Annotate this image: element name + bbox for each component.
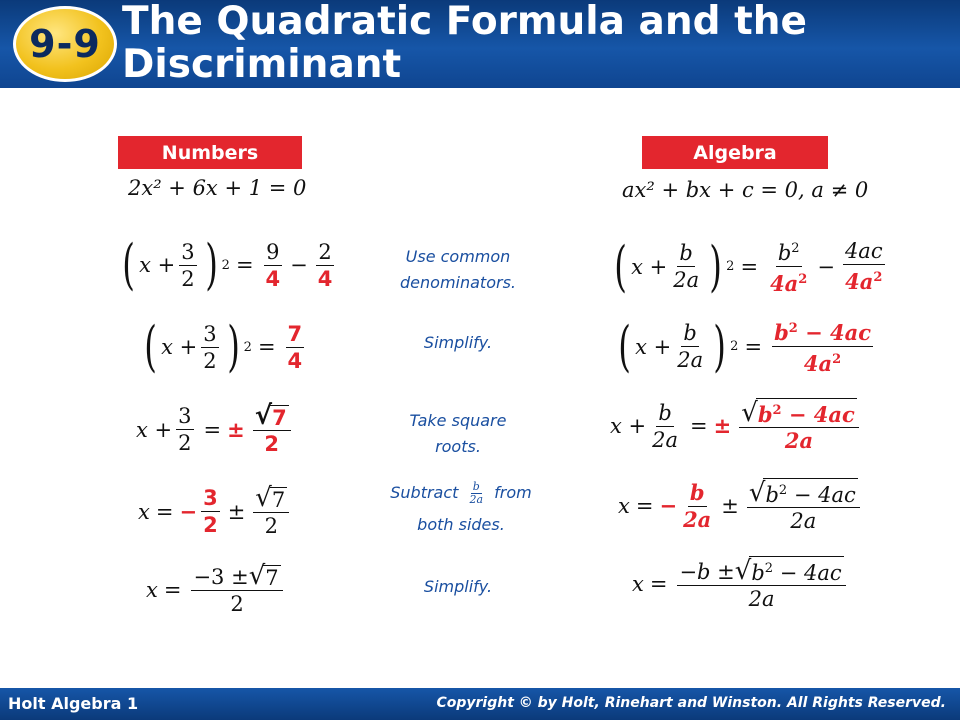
step-1-line-2: denominators. — [400, 273, 516, 292]
step-4-fraction — [470, 481, 484, 506]
step-5-label: Simplify. — [423, 577, 493, 596]
page-title — [122, 0, 952, 86]
footer-book-title: Holt Algebra 1 — [8, 694, 139, 713]
numbers-step-5: x = −3 ± √ 7 2 — [146, 562, 287, 617]
algebra-step-3: x + $\frac{b}{2a}$ = ± √ $b^2 - 4ac$ 2a — [610, 398, 863, 454]
step-3-line-1: Take square — [409, 411, 507, 430]
step-4-label — [366, 480, 556, 538]
step-4-pre: Subtract — [390, 483, 459, 502]
algebra-step-4: x = − $\frac{b}{2a}$ ± √ $b^2 - 4ac$ 2a — [618, 478, 864, 534]
step-1-line-1: Use common — [405, 247, 511, 266]
numbers-given-equation: 2x² + 6x + 1 = 0 — [128, 176, 307, 200]
algebra-header: Algebra — [642, 136, 828, 169]
algebra-step-5: x = −b ± √ $b^2 - 4ac$ 2a — [632, 556, 850, 612]
title-line-1: The Quadratic Formula and the — [122, 0, 807, 44]
step-4-line-2: both sides. — [417, 515, 505, 534]
header-bar — [0, 0, 960, 88]
algebra-step-1: ( x + $\frac{b}{2a}$ ) 2 = $\frac{b^2}{4a^2}$ − $\frac{4ac}{4a^2}$ — [614, 234, 883, 298]
numbers-step-4: x = − $\frac{3}{2}$ ± √ 7 2 — [138, 484, 293, 539]
step-3-line-2: roots. — [435, 437, 481, 456]
step-1-label — [368, 244, 548, 296]
step-4-fraction-num: b — [472, 480, 480, 493]
title-line-2: Discriminant — [122, 42, 402, 87]
step-2-label: Simplify. — [423, 333, 493, 352]
numbers-step-2: ( x + $\frac{3}{2}$ ) 2 = $\frac{7}{4}$ — [144, 315, 303, 378]
numbers-header: Numbers — [118, 136, 302, 169]
lesson-badge — [13, 6, 117, 82]
footer-bar — [0, 688, 960, 720]
step-4-post: from — [494, 483, 532, 502]
footer-copyright: Copyright © by Holt, Rinehart and Winston. All Rights Reserved. — [436, 695, 946, 711]
step-3-label — [378, 408, 538, 460]
lesson-number: 9-9 — [29, 22, 101, 66]
numbers-step-3: x + $\frac{3}{2}$ = ± √ 7 2 — [136, 402, 295, 457]
algebra-step-2: ( x + $\frac{b}{2a}$ ) 2 = $\frac{b^2 - 4ac}{4a^2}$ — [618, 314, 872, 378]
algebra-given-equation: ax² + bx + c = 0, a ≠ 0 — [622, 178, 869, 202]
numbers-step-1: ( x + $\frac{3}{2}$ ) 2 = $\frac{9}{4}$ − $\frac{2}{4}$ — [122, 233, 333, 296]
step-4-fraction-den: 2a — [469, 493, 484, 506]
